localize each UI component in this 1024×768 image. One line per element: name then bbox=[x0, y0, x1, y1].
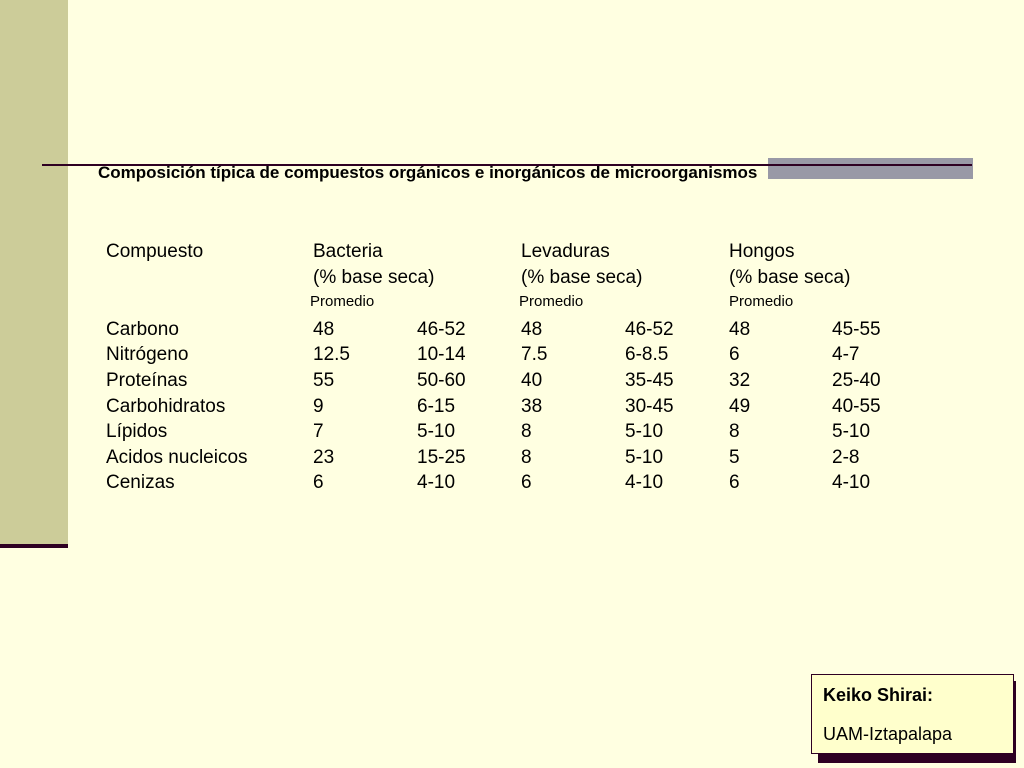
row-compuesto: Acidos nucleicos bbox=[106, 447, 248, 468]
title-accent-bar bbox=[768, 158, 973, 179]
levaduras-avg: 8 bbox=[521, 447, 532, 468]
levaduras-range: 5-10 bbox=[625, 447, 664, 468]
levaduras-avg: 48 bbox=[521, 319, 543, 340]
header-levaduras-unit: (% base seca) bbox=[521, 267, 643, 288]
hongos-avg: 48 bbox=[729, 319, 751, 340]
row-compuesto: Nitrógeno bbox=[106, 344, 189, 365]
levaduras-avg: 6 bbox=[521, 472, 532, 493]
slide-title: Composición típica de compuestos orgánicos e inorgánicos de microorganismos bbox=[98, 163, 758, 182]
levaduras-range: 30-45 bbox=[625, 396, 674, 417]
levaduras-avg: 40 bbox=[521, 370, 543, 391]
hongos-avg: 6 bbox=[729, 344, 740, 365]
author-credit-box bbox=[811, 674, 1014, 754]
row-compuesto: Cenizas bbox=[106, 472, 175, 493]
hongos-avg: 8 bbox=[729, 421, 740, 442]
hongos-avg: 5 bbox=[729, 447, 740, 468]
hongos-range: 40-55 bbox=[832, 396, 881, 417]
hongos-range: 2-8 bbox=[832, 447, 860, 468]
header-compuesto: Compuesto bbox=[106, 241, 204, 262]
author-institution: UAM-Iztapalapa bbox=[823, 724, 953, 744]
bacteria-range: 4-10 bbox=[417, 472, 456, 493]
author-name: Keiko Shirai: bbox=[823, 685, 934, 705]
levaduras-range: 6-8.5 bbox=[625, 344, 669, 365]
row-compuesto: Carbohidratos bbox=[106, 396, 226, 417]
bacteria-avg: 6 bbox=[313, 472, 324, 493]
row-compuesto: Carbono bbox=[106, 319, 179, 340]
header-bacteria: Bacteria bbox=[313, 241, 383, 262]
bacteria-avg: 7 bbox=[313, 421, 324, 442]
bacteria-range: 5-10 bbox=[417, 421, 456, 442]
row-compuesto: Proteínas bbox=[106, 370, 188, 391]
bacteria-avg: 9 bbox=[313, 396, 324, 417]
hongos-avg: 49 bbox=[729, 396, 751, 417]
header-levaduras-avg: Promedio bbox=[519, 293, 584, 310]
hongos-range: 4-7 bbox=[832, 344, 860, 365]
sidebar-band-base bbox=[0, 544, 68, 548]
header-hongos-avg: Promedio bbox=[729, 293, 794, 310]
levaduras-range: 5-10 bbox=[625, 421, 664, 442]
levaduras-range: 46-52 bbox=[625, 319, 674, 340]
bacteria-avg: 48 bbox=[313, 319, 335, 340]
bacteria-range: 10-14 bbox=[417, 344, 466, 365]
levaduras-avg: 38 bbox=[521, 396, 543, 417]
header-bacteria-avg: Promedio bbox=[310, 293, 375, 310]
hongos-range: 25-40 bbox=[832, 370, 881, 391]
hongos-avg: 32 bbox=[729, 370, 751, 391]
row-compuesto: Lípidos bbox=[106, 421, 168, 442]
levaduras-avg: 7.5 bbox=[521, 344, 548, 365]
bacteria-avg: 23 bbox=[313, 447, 335, 468]
levaduras-avg: 8 bbox=[521, 421, 532, 442]
hongos-range: 45-55 bbox=[832, 319, 881, 340]
levaduras-range: 4-10 bbox=[625, 472, 664, 493]
bacteria-range: 50-60 bbox=[417, 370, 466, 391]
hongos-range: 5-10 bbox=[832, 421, 871, 442]
bacteria-range: 6-15 bbox=[417, 396, 456, 417]
bacteria-range: 15-25 bbox=[417, 447, 466, 468]
bacteria-range: 46-52 bbox=[417, 319, 466, 340]
sidebar-band bbox=[0, 0, 68, 545]
hongos-range: 4-10 bbox=[832, 472, 871, 493]
bacteria-avg: 12.5 bbox=[313, 344, 350, 365]
header-hongos: Hongos bbox=[729, 241, 795, 262]
header-hongos-unit: (% base seca) bbox=[729, 267, 851, 288]
hongos-avg: 6 bbox=[729, 472, 740, 493]
bacteria-avg: 55 bbox=[313, 370, 335, 391]
header-levaduras: Levaduras bbox=[521, 241, 610, 262]
header-bacteria-unit: (% base seca) bbox=[313, 267, 435, 288]
levaduras-range: 35-45 bbox=[625, 370, 674, 391]
